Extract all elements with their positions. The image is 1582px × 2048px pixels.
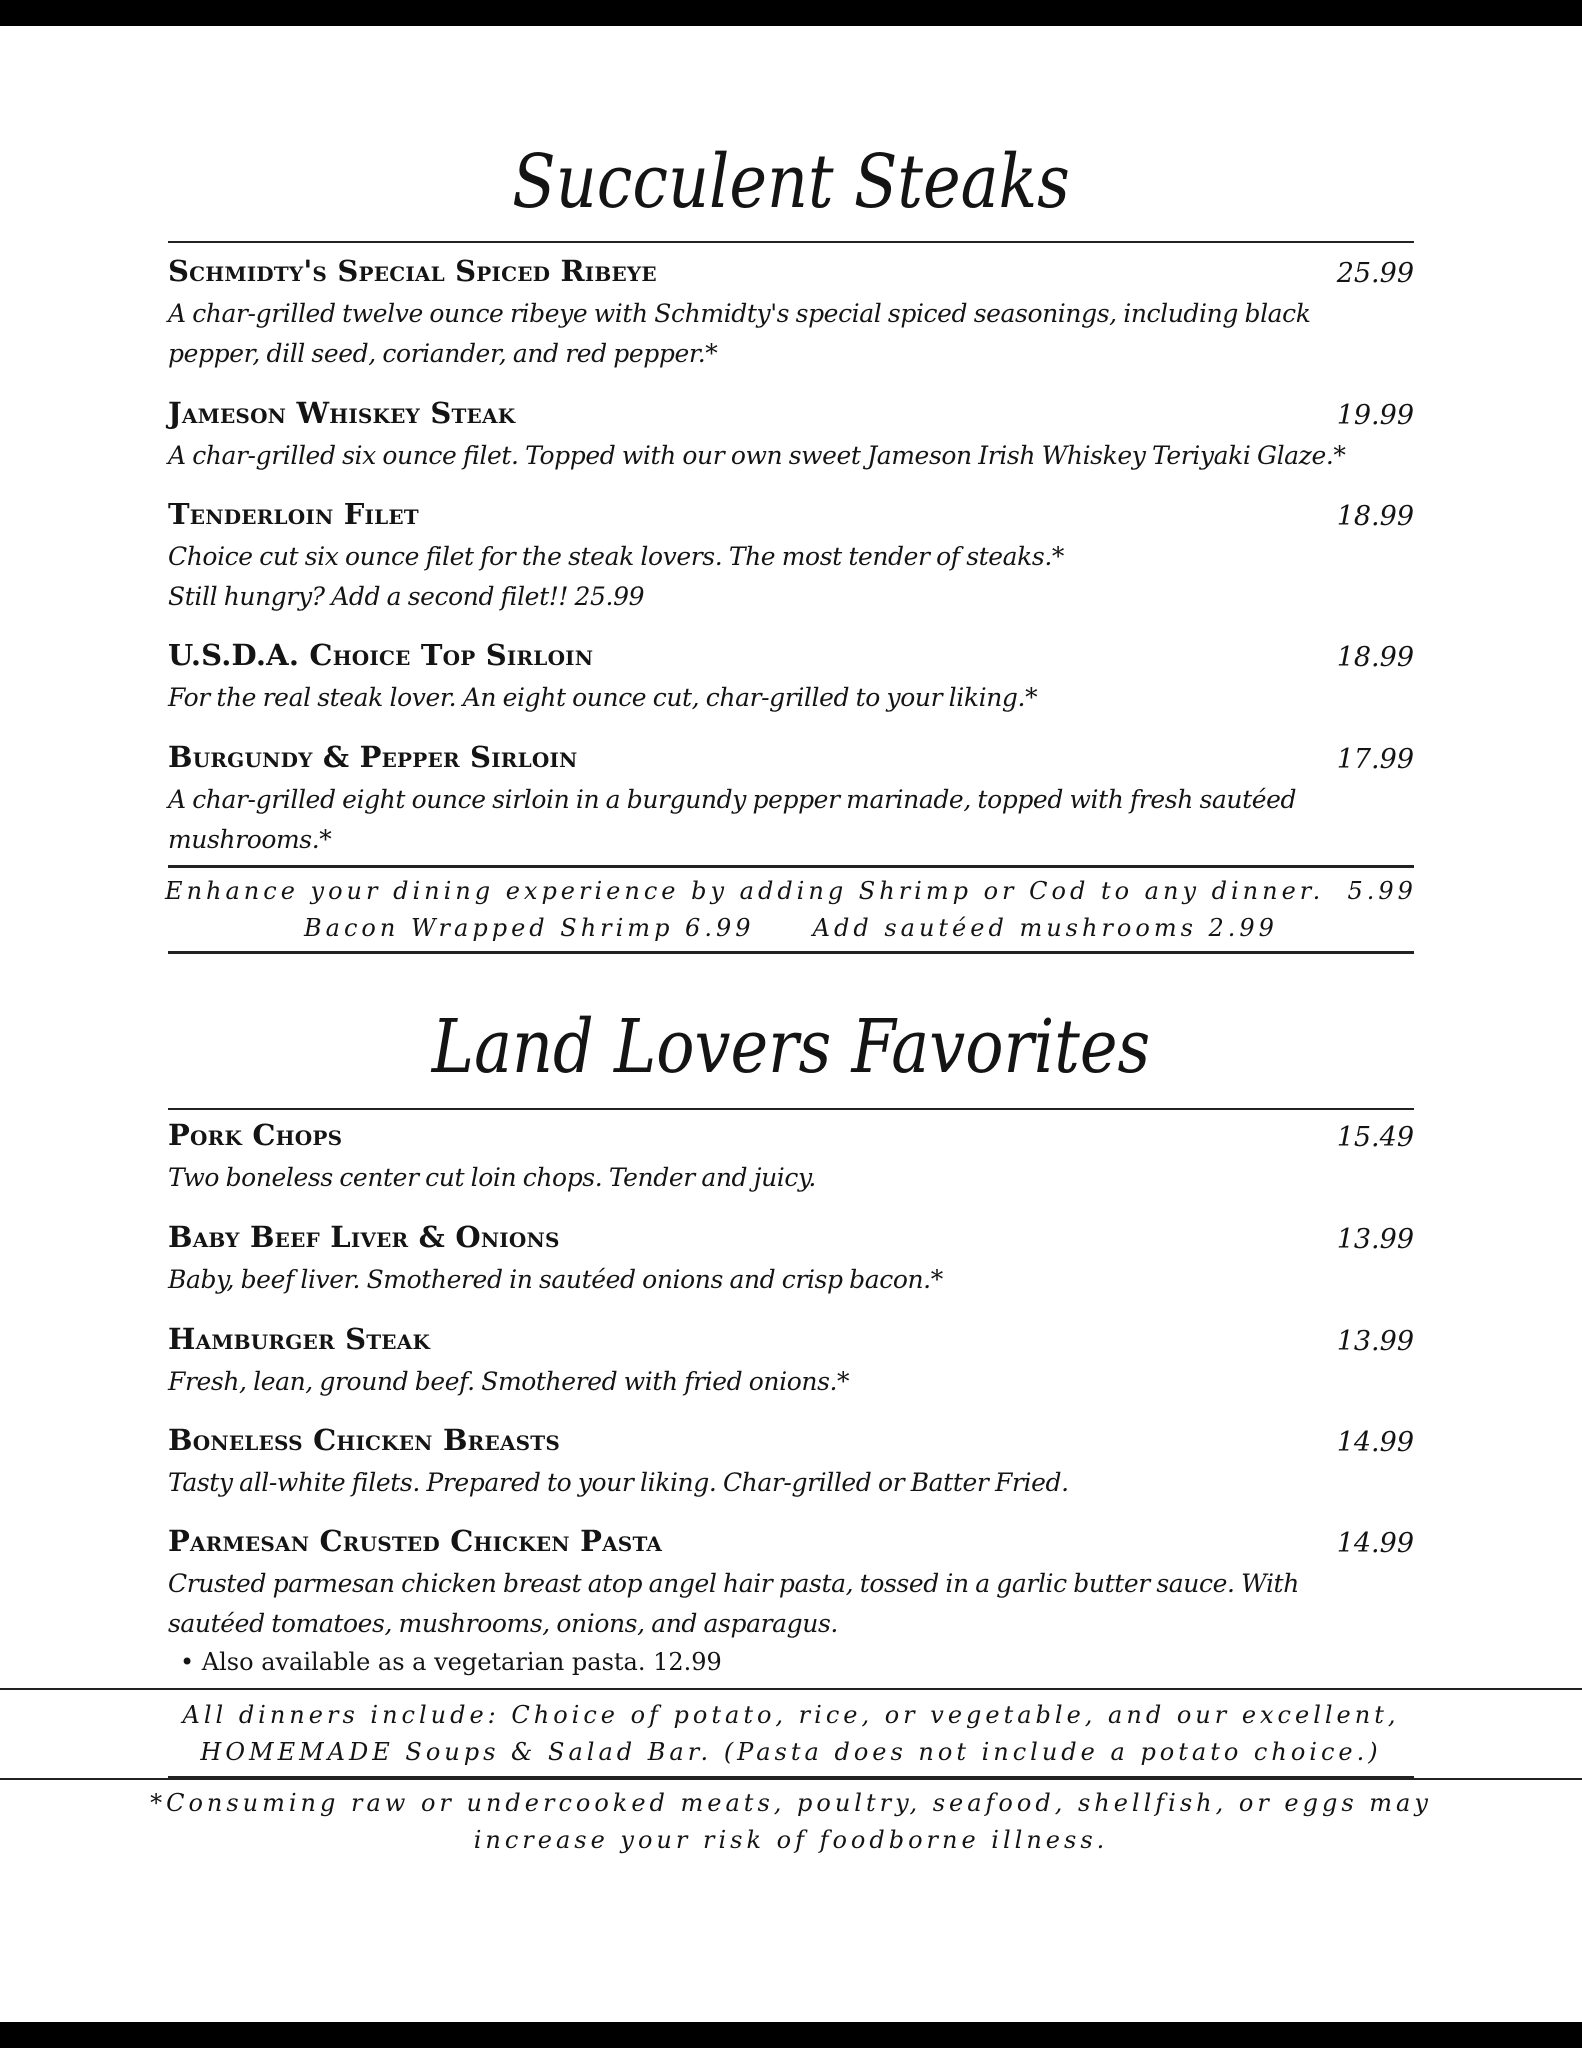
item-name: Baby Beef Liver & Onions <box>168 1220 560 1254</box>
item-description: Baby, beef liver. Smothered in sautéed onions and crisp bacon.* <box>168 1265 943 1294</box>
enhance-divider-bottom <box>168 951 1414 954</box>
menu-item <box>168 1524 1414 1680</box>
menu-item <box>168 254 1414 374</box>
dinners-divider-top <box>0 1688 1582 1690</box>
item-vegetarian-note: • Also available as a vegetarian pasta. 12.99 <box>180 1648 722 1676</box>
item-description: Fresh, lean, ground beef. Smothered with fried onions.* <box>168 1367 850 1396</box>
menu-item <box>168 1423 1414 1503</box>
warning-line-2: increase your risk of foodborne illness. <box>473 1826 1109 1854</box>
dinners-line-1: All dinners include: Choice of potato, rice, or vegetable, and our excellent, <box>182 1701 1400 1729</box>
dinners-include-note <box>0 1697 1582 1771</box>
item-description: Crusted parmesan chicken breast atop angel hair pasta, tossed in a garlic butter sauce. With sautéed tomatoes, mushrooms, onions, and asparagus. <box>168 1569 1299 1638</box>
item-description: Choice cut six ounce filet for the steak lovers. The most tender of steaks.* <box>168 542 1065 571</box>
item-name: Boneless Chicken Breasts <box>168 1423 561 1457</box>
item-price: 18.99 <box>1336 501 1414 532</box>
item-description: Tasty all-white filets. Prepared to your liking. Char-grilled or Batter Fried. <box>168 1468 1069 1497</box>
item-price: 14.99 <box>1336 1528 1414 1559</box>
item-description: For the real steak lover. An eight ounce cut, char-grilled to your liking.* <box>168 683 1038 712</box>
item-name: U.S.D.A. Choice Top Sirloin <box>168 638 594 672</box>
bottom-border-bar <box>0 2022 1582 2048</box>
item-description: A char-grilled eight ounce sirloin in a burgundy pepper marinade, topped with fresh sautéed mushrooms.* <box>168 785 1297 854</box>
warning-line-1: *Consuming raw or undercooked meats, poultry, seafood, shellfish, or eggs may <box>150 1789 1432 1817</box>
item-upsell: Still hungry? Add a second filet!! 25.99 <box>168 582 645 611</box>
section-divider <box>168 241 1414 243</box>
enhance-line-1: Enhance your dining experience by adding Shrimp or Cod to any dinner. 5.99 <box>165 877 1417 905</box>
item-description: A char-grilled twelve ounce ribeye with Schmidty's special spiced seasonings, including black pepper, dill seed, coriander, and red pepper.* <box>168 299 1311 368</box>
menu-item <box>168 396 1414 476</box>
menu-item <box>168 1322 1414 1402</box>
menu-item <box>168 1220 1414 1300</box>
item-price: 17.99 <box>1336 744 1414 775</box>
enhance-divider-top <box>168 865 1414 868</box>
item-price: 14.99 <box>1336 1427 1414 1458</box>
item-name: Burgundy & Pepper Sirloin <box>168 740 578 774</box>
item-price: 19.99 <box>1336 400 1414 431</box>
item-price: 25.99 <box>1336 258 1414 289</box>
item-name: Parmesan Crusted Chicken Pasta <box>168 1524 663 1558</box>
item-name: Hamburger Steak <box>168 1322 431 1356</box>
section-title-land-lovers-favorites: Land Lovers Favorites <box>431 1004 1151 1090</box>
menu-item <box>168 497 1414 617</box>
food-safety-warning <box>0 1785 1582 1859</box>
item-name: Jameson Whiskey Steak <box>168 396 516 430</box>
item-description: A char-grilled six ounce filet. Topped with our own sweet Jameson Irish Whiskey Teriyaki Glaze.* <box>168 441 1346 470</box>
menu-item <box>168 1118 1414 1198</box>
item-price: 13.99 <box>1336 1224 1414 1255</box>
item-price: 13.99 <box>1336 1326 1414 1357</box>
dinners-divider-bottom <box>0 1778 1582 1780</box>
dinners-line-2: HOMEMADE Soups & Salad Bar. (Pasta does not include a potato choice.) <box>200 1738 1382 1766</box>
section-divider <box>168 1108 1414 1110</box>
item-description: Two boneless center cut loin chops. Tender and juicy. <box>168 1163 816 1192</box>
menu-item <box>168 740 1414 860</box>
item-name: Tenderloin Filet <box>168 497 419 531</box>
menu-item <box>168 638 1414 718</box>
enhance-line-2: Bacon Wrapped Shrimp 6.99 Add sautéed mushrooms 2.99 <box>304 914 1278 942</box>
top-border-bar <box>0 0 1582 26</box>
item-price: 15.49 <box>1336 1122 1414 1153</box>
section-title-succulent-steaks: Succulent Steaks <box>512 139 1070 225</box>
enhance-note <box>0 873 1582 947</box>
item-name: Schmidty's Special Spiced Ribeye <box>168 254 657 288</box>
item-name: Pork Chops <box>168 1118 343 1152</box>
item-price: 18.99 <box>1336 642 1414 673</box>
